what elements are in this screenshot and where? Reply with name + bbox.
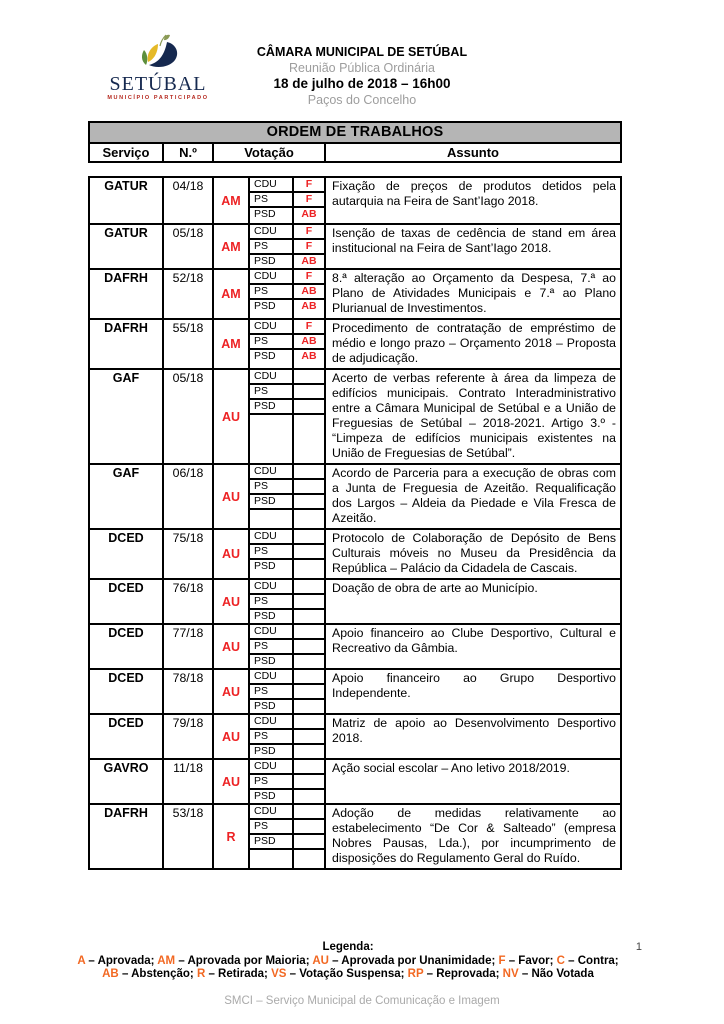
number-cell: 75/18 <box>164 530 214 578</box>
party-vote-row <box>250 193 324 208</box>
party-vote-value: F <box>305 178 313 190</box>
number-cell: 05/18 <box>164 370 214 463</box>
column-header-voting: Votação <box>214 144 326 161</box>
number-cell: 52/18 <box>164 270 214 318</box>
party-vote-row <box>250 255 324 268</box>
party-label: PS <box>254 545 269 557</box>
party-vote-row <box>250 820 324 835</box>
service-cell: DAFRH <box>90 270 164 318</box>
number-cell: 06/18 <box>164 465 214 528</box>
service-cell: DCED <box>90 530 164 578</box>
party-vote-value <box>294 730 324 743</box>
subject-cell: Acerto de verbas referente à área da limpeza de edifícios municipais. Contrato Interadministrativo entre a Câmara Municipal de Setúbal e a União de Freguesias de Setúbal – 2018-2021. Artigo 3.º - “Limpeza de edifícios municipais existentes na União de Freguesias de Setúbal”. <box>332 371 616 460</box>
table-row <box>90 623 620 668</box>
party-vote-row <box>250 225 324 240</box>
legend-abbr-nv: NV <box>502 968 519 980</box>
party-vote-row <box>250 685 324 700</box>
party-vote-row <box>250 610 324 623</box>
party-vote-row <box>250 560 324 573</box>
party-vote-row <box>250 495 324 510</box>
party-vote-row <box>250 300 324 313</box>
legend <box>30 941 666 982</box>
party-label: PSD <box>254 300 276 312</box>
number-cell: 55/18 <box>164 320 214 368</box>
party-label: PSD <box>254 835 276 847</box>
table-row <box>90 578 620 623</box>
party-label: CDU <box>254 370 277 382</box>
number-cell: 77/18 <box>164 625 214 668</box>
party-label: CDU <box>254 580 277 592</box>
party-label: PSD <box>254 208 276 220</box>
party-vote-value <box>294 480 324 493</box>
party-vote-value: AB <box>301 350 317 362</box>
party-votes <box>250 805 326 868</box>
number-cell: 04/18 <box>164 178 214 223</box>
party-vote-value <box>294 625 324 638</box>
party-label: CDU <box>254 270 277 282</box>
party-vote-value <box>294 400 324 413</box>
table-row <box>90 713 620 758</box>
legend-abbr-vs: VS <box>271 968 287 980</box>
party-vote-value <box>294 685 324 698</box>
column-header-row <box>90 144 620 161</box>
party-votes <box>250 320 326 368</box>
subject-cell: Isenção de taxas de cedência de stand em área institucional na Feira de Sant’Iago 2018. <box>332 226 616 255</box>
party-vote-value <box>294 655 324 668</box>
party-vote-row <box>250 670 324 685</box>
party-vote-row <box>250 530 324 545</box>
party-vote-value <box>294 700 324 713</box>
party-label: PS <box>254 685 269 697</box>
vote-result-cell: AU <box>214 625 250 668</box>
party-vote-value <box>294 530 324 543</box>
party-vote-value <box>294 595 324 608</box>
legend-abbr-c: C <box>556 954 565 967</box>
party-vote-row <box>250 480 324 495</box>
party-label: PSD <box>254 350 276 362</box>
party-vote-value: AB <box>301 335 317 347</box>
vote-result-cell: AU <box>214 670 250 713</box>
party-label: PS <box>254 640 269 652</box>
party-label: CDU <box>254 530 277 542</box>
table-row <box>90 268 620 318</box>
legend-abbr-rp: RP <box>407 968 424 980</box>
party-vote-value: F <box>305 270 313 282</box>
vote-result-cell: R <box>214 805 250 868</box>
number-cell: 53/18 <box>164 805 214 868</box>
vote-result-cell: AM <box>214 225 250 268</box>
agenda-table-header <box>88 121 622 163</box>
service-cell: DCED <box>90 715 164 758</box>
party-label: PSD <box>254 700 276 712</box>
party-vote-row <box>250 240 324 255</box>
service-cell: GAVRO <box>90 760 164 803</box>
party-label: PSD <box>254 400 276 412</box>
subject-cell: Doação de obra de arte ao Município. <box>332 581 538 595</box>
legend-abbr-r: R <box>196 968 206 980</box>
party-label: PS <box>254 240 269 252</box>
party-vote-row <box>250 760 324 775</box>
party-vote-row <box>250 730 324 745</box>
party-vote-row <box>250 465 324 480</box>
party-label: PSD <box>254 655 276 667</box>
subject-cell: Fixação de preços de produtos detidos pela autarquia na Feira de Sant’Iago 2018. <box>332 179 616 208</box>
party-label: PS <box>254 820 269 832</box>
party-label: CDU <box>254 715 277 727</box>
legend-abbr-ab: AB <box>102 968 119 980</box>
vote-result-cell: AU <box>214 465 250 528</box>
party-vote-value <box>294 465 324 478</box>
party-label: PSD <box>254 255 276 267</box>
party-vote-value: AB <box>301 255 317 267</box>
party-vote-row <box>250 270 324 285</box>
party-vote-row <box>250 640 324 655</box>
party-votes <box>250 225 326 268</box>
service-cell: DCED <box>90 670 164 713</box>
party-vote-value <box>294 560 324 573</box>
party-votes <box>250 670 326 713</box>
party-vote-value: AB <box>301 300 317 312</box>
subject-cell: Acordo de Parceria para a execução de obras com a Junta de Freguesia de Azeitão. Requalificação dos Largos – Aldeia da Piedade e Vila Fresca de Azeitão. <box>332 466 616 525</box>
logo-wordmark: SETÚBAL <box>109 73 207 95</box>
party-label: PS <box>254 775 269 787</box>
meeting-datetime: 18 de julho de 2018 – 16h00 <box>273 76 451 91</box>
legend-lines <box>30 955 666 982</box>
party-label: PS <box>254 193 269 205</box>
party-vote-value <box>294 805 324 818</box>
party-votes <box>250 715 326 758</box>
party-votes <box>250 625 326 668</box>
party-vote-row <box>250 335 324 350</box>
number-cell: 78/18 <box>164 670 214 713</box>
subject-cell: Ação social escolar – Ano letivo 2018/2019. <box>332 761 570 775</box>
party-label: PS <box>254 595 269 607</box>
party-vote-row <box>250 775 324 790</box>
number-cell: 11/18 <box>164 760 214 803</box>
document-header <box>0 44 724 108</box>
vote-result-cell: AM <box>214 270 250 318</box>
party-vote-row <box>250 835 324 850</box>
party-label: CDU <box>254 178 277 190</box>
party-vote-row <box>250 320 324 335</box>
party-vote-value <box>294 835 324 848</box>
service-cell: GATUR <box>90 225 164 268</box>
party-votes <box>250 760 326 803</box>
subject-cell: Protocolo de Colaboração de Depósito de Bens Culturais móveis no Museu da Presidência da República – Palácio da Cidadela de Cascais. <box>332 531 616 575</box>
party-vote-value <box>294 545 324 558</box>
party-votes <box>250 178 326 223</box>
party-label: PSD <box>254 495 276 507</box>
table-row <box>90 368 620 463</box>
table-row <box>90 668 620 713</box>
party-vote-row <box>250 805 324 820</box>
service-cell: GAF <box>90 370 164 463</box>
service-cell: DAFRH <box>90 320 164 368</box>
table-row <box>90 528 620 578</box>
party-vote-row <box>250 385 324 400</box>
party-vote-value <box>294 670 324 683</box>
service-cell: DCED <box>90 580 164 623</box>
party-label: PS <box>254 480 269 492</box>
vote-result-cell: AM <box>214 178 250 223</box>
vote-result-cell: AM <box>214 320 250 368</box>
number-cell: 79/18 <box>164 715 214 758</box>
table-row <box>90 318 620 368</box>
party-vote-row <box>250 208 324 221</box>
party-votes <box>250 370 326 463</box>
party-label: PSD <box>254 790 276 802</box>
party-vote-value <box>294 610 324 623</box>
party-label: CDU <box>254 225 277 237</box>
party-vote-row <box>250 745 324 758</box>
service-cell: DAFRH <box>90 805 164 868</box>
service-cell: GATUR <box>90 178 164 223</box>
party-vote-value: F <box>305 225 313 237</box>
party-label: CDU <box>254 465 277 477</box>
column-header-service: Serviço <box>90 144 164 161</box>
party-vote-value: AB <box>301 208 317 220</box>
party-vote-value: F <box>305 240 313 252</box>
logo-tagline: MUNICÍPIO PARTICIPADO <box>107 95 209 101</box>
party-vote-row <box>250 625 324 640</box>
party-vote-row <box>250 655 324 668</box>
number-cell: 76/18 <box>164 580 214 623</box>
party-vote-value: F <box>305 320 313 332</box>
party-vote-row <box>250 370 324 385</box>
party-label: CDU <box>254 760 277 772</box>
subject-cell: Apoio financeiro ao Grupo Desportivo Independente. <box>332 671 616 700</box>
meeting-location: Paços do Concelho <box>307 93 417 107</box>
party-vote-row <box>250 350 324 363</box>
party-vote-row <box>250 715 324 730</box>
party-label: PS <box>254 730 269 742</box>
subject-cell: 8.ª alteração ao Orçamento da Despesa, 7.ª ao Plano de Atividades Municipais e 7.ª ao Plano Plurianual de Investimentos. <box>332 271 616 315</box>
vote-result-cell: AU <box>214 530 250 578</box>
party-votes <box>250 465 326 528</box>
table-row <box>90 803 620 868</box>
column-header-subject: Assunto <box>447 145 499 160</box>
page-number: 1 <box>635 941 642 953</box>
party-vote-row <box>250 178 324 193</box>
subject-cell: Matriz de apoio ao Desenvolvimento Desportivo 2018. <box>332 716 616 745</box>
vote-result-cell: AU <box>214 370 250 463</box>
party-vote-row <box>250 790 324 803</box>
vote-result-cell: AU <box>214 715 250 758</box>
party-vote-row <box>250 545 324 560</box>
party-label: PSD <box>254 745 276 757</box>
vote-result-cell: AU <box>214 580 250 623</box>
party-vote-value <box>294 580 324 593</box>
party-vote-value <box>294 775 324 788</box>
agenda-section <box>88 121 622 870</box>
legend-abbr-am: AM <box>157 954 176 967</box>
agenda-table-body <box>88 176 622 870</box>
table-row <box>90 178 620 223</box>
party-vote-value <box>294 385 324 398</box>
subject-cell: Adoção de medidas relativamente ao estabelecimento “De Cor & Salteado” (empresa Nobres Pausas, Lda.), por incumprimento de disposições do Regulamento Geral do Ruído. <box>332 806 616 865</box>
footer-credit: SMCI – Serviço Municipal de Comunicação e Imagem <box>224 995 500 1007</box>
organization-name: CÂMARA MUNICIPAL DE SETÚBAL <box>256 45 468 59</box>
party-label: CDU <box>254 805 277 817</box>
table-row <box>90 758 620 803</box>
service-cell: DCED <box>90 625 164 668</box>
legend-abbr-a: A <box>77 954 86 967</box>
table-row <box>90 463 620 528</box>
party-vote-value <box>294 715 324 728</box>
number-cell: 05/18 <box>164 225 214 268</box>
party-votes <box>250 270 326 318</box>
party-label: PS <box>254 335 269 347</box>
party-vote-value <box>294 790 324 803</box>
party-vote-row <box>250 595 324 610</box>
party-label: CDU <box>254 670 277 682</box>
column-header-number: N.º <box>164 144 214 161</box>
party-vote-value <box>294 370 324 383</box>
legend-abbr-au: AU <box>312 954 329 967</box>
party-label: PS <box>254 285 269 297</box>
table-row <box>90 223 620 268</box>
party-vote-row <box>250 700 324 713</box>
party-vote-value <box>294 640 324 653</box>
party-label: CDU <box>254 320 277 332</box>
subject-cell: Procedimento de contratação de empréstimo de médio e longo prazo – Orçamento 2018 – Proposta de adjudicação. <box>332 321 616 365</box>
party-vote-value <box>294 760 324 773</box>
legend-line: AB – Abstenção; R – Retirada; VS – Votação Suspensa; RP – Reprovada; NV – Não Votada <box>102 968 594 980</box>
party-label: PSD <box>254 560 276 572</box>
party-vote-row <box>250 285 324 300</box>
party-votes <box>250 580 326 623</box>
agenda-title: ORDEM DE TRABALHOS <box>90 123 620 144</box>
party-vote-row <box>250 580 324 595</box>
meeting-type: Reunião Pública Ordinária <box>289 61 435 75</box>
legend-title: Legenda: <box>322 941 374 953</box>
party-vote-value <box>294 745 324 758</box>
party-vote-value: AB <box>301 285 317 297</box>
legend-abbr-f: F <box>498 954 506 967</box>
subject-cell: Apoio financeiro ao Clube Desportivo, Cultural e Recreativo da Gâmbia. <box>332 626 616 655</box>
party-votes <box>250 530 326 578</box>
party-vote-value <box>294 820 324 833</box>
party-label: PSD <box>254 610 276 622</box>
party-vote-value <box>294 495 324 508</box>
party-label: PS <box>254 385 269 397</box>
vote-result-cell: AU <box>214 760 250 803</box>
party-label: CDU <box>254 625 277 637</box>
party-vote-row <box>250 400 324 415</box>
legend-line: A – Aprovada; AM – Aprovada por Maioria; AU – Aprovada por Unanimidade; F – Favor; C – Contra; <box>77 954 619 967</box>
service-cell: GAF <box>90 465 164 528</box>
party-vote-value: F <box>305 193 313 205</box>
